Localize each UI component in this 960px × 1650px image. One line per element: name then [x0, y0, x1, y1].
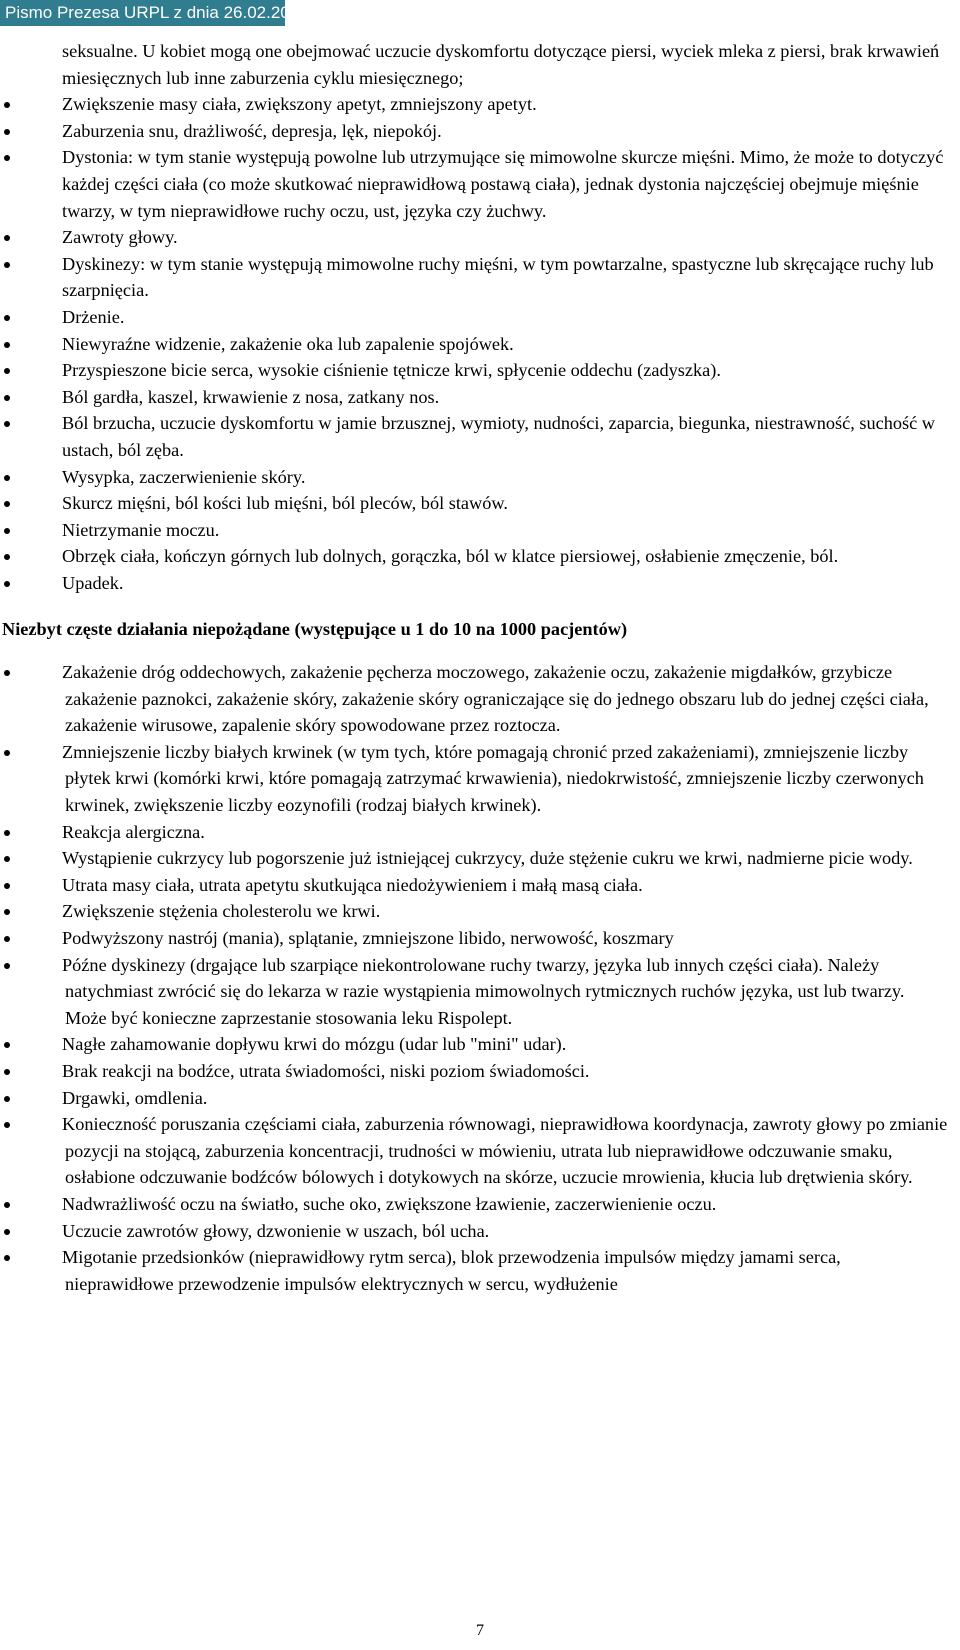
list-item-text: Wysypka, zaczerwienienie skóry.: [62, 466, 306, 487]
list-item: [0, 224, 960, 251]
list-item-text: Dyskinezy: w tym stanie występują mimowolne ruchy mięśni, w tym powtarzalne, spastyczne lub skręcające ruchy lub szarpnięcia.: [62, 253, 934, 301]
list-item-text: Nadwrażliwość oczu na światło, suche oko, zwiększone łzawienie, zaczerwienienie oczu.: [62, 1193, 717, 1214]
list-item: [0, 659, 960, 739]
list-item: [0, 819, 960, 846]
list-item-text: Zwiększenie masy ciała, zwiększony apetyt, zmniejszony apetyt.: [62, 94, 537, 115]
list-item: [0, 952, 960, 1032]
list-item: [0, 872, 960, 899]
list-item: [0, 304, 960, 331]
list-item: [0, 118, 960, 145]
list-item-text: Brak reakcji na bodźce, utrata świadomości, niski poziom świadomości.: [62, 1060, 590, 1081]
continuation-paragraph: seksualne. U kobiet mogą one obejmować uczucie dyskomfortu dotyczące piersi, wyciek mleka z piersi, brak krwawień miesięcznych lub inne zaburzenia cyklu miesięcznego;: [62, 41, 940, 88]
list-item-text: Zmniejszenie liczby białych krwinek (w tym tych, które pomagają chronić przed zakażeniami), zmniejszenie liczby płytek krwi (komórki krwi, które pomagają zatrzymać krwawienia), niedokrwistość, zmniejszenie liczby czerwonych krwinek, zwiększenie liczby eozynofili (rodzaj białych krwinek).: [62, 741, 924, 816]
list-item-text: Obrzęk ciała, kończyn górnych lub dolnych, gorączka, ból w klatce piersiowej, osłabienie zmęczenie, ból.: [62, 546, 839, 567]
list-item-text: Uczucie zawrotów głowy, dzwonienie w uszach, ból ucha.: [62, 1220, 490, 1241]
list-item: [0, 490, 960, 517]
list-item-text: Drgawki, omdlenia.: [62, 1087, 208, 1108]
list-item-text: Ból brzucha, uczucie dyskomfortu w jamie brzusznej, wymioty, nudności, zaparcia, biegunka, niestrawność, suchość w ustach, ból zęba.: [62, 413, 936, 460]
list-item-text: Zaburzenia snu, drażliwość, depresja, lęk, niepokój.: [62, 120, 442, 141]
list-item: [0, 845, 960, 872]
list-item: [0, 925, 960, 952]
list-item-text: Ból gardła, kaszel, krwawienie z nosa, zatkany nos.: [62, 386, 440, 407]
list-item-text: Migotanie przedsionków (nieprawidłowy rytm serca), blok przewodzenia impulsów między jamami serca, nieprawidłowe przewodzenie impulsów elektrycznych w sercu, wydłużenie: [62, 1247, 841, 1294]
list-item-text: Podwyższony nastrój (mania), splątanie, zmniejszone libido, nerwowość, koszmary: [62, 928, 674, 948]
list-item: [0, 543, 960, 570]
list-item: [0, 1031, 960, 1058]
list-item: [0, 739, 960, 819]
document-header: Pismo Prezesa URPL z dnia 26.02.2014: [0, 0, 285, 26]
list-item-text: Konieczność poruszania częściami ciała, zaburzenia równowagi, nieprawidłowa koordynacja, zawroty głowy po zmianie pozycji na stojącą, zaburzenia koncentracji, trudności w mówieniu, utrata lub nieprawidłowe odczuwanie smaku, osłabione odczuwanie bodźców bólowych i dotykowych na skórze, uczucie mrowienia, kłucia lub drętwienia skóry.: [62, 1114, 948, 1188]
list-item-text: Drżenie.: [62, 306, 125, 327]
list-item: [0, 1058, 960, 1085]
list-item: [0, 384, 960, 411]
list-item-text: Niewyraźne widzenie, zakażenie oka lub zapalenie spojówek.: [62, 333, 514, 354]
document-body: [0, 38, 960, 1297]
list-item: [0, 144, 960, 224]
uncommon-side-effects-list: [0, 659, 960, 1297]
list-item: [0, 1111, 960, 1191]
list-item-text: Wystąpienie cukrzycy lub pogorszenie już istniejącej cukrzycy, duże stężenie cukru we krwi, nadmierne picie wody.: [62, 848, 913, 869]
list-item-text: Nagłe zahamowanie dopływu krwi do mózgu (udar lub "mini" udar).: [62, 1034, 567, 1055]
section-heading: Niezbyt częste działania niepożądane (występujące u 1 do 10 na 1000 pacjentów): [2, 619, 628, 640]
list-item: [0, 517, 960, 544]
list-item: [0, 331, 960, 358]
list-item: [0, 1085, 960, 1112]
list-item-text: Utrata masy ciała, utrata apetytu skutkująca niedożywieniem i małą masą ciała.: [62, 874, 643, 895]
list-item: [0, 410, 960, 463]
list-item-text: Reakcja alergiczna.: [62, 821, 205, 842]
list-item-text: Dystonia: w tym stanie występują powolne lub utrzymujące się mimowolne skurcze mięśni. Mimo, że może to dotyczyć każdej części ciała (co może skutkować nieprawidłową postawą ciała), jednak dystonia najczęściej obejmuje mięśnie twarzy, w tym nieprawidłowe ruchy oczu, ust, języka czy żuchwy.: [62, 147, 944, 221]
list-item: [0, 1218, 960, 1245]
list-item: [0, 570, 960, 597]
list-item-text: Późne dyskinezy (drgające lub szarpiące niekontrolowane ruchy twarzy, języka lub innych części ciała). Należy natychmiast zwrócić się do lekarza w razie wystąpienia mimowolnych rytmicznych ruchów języka, ust lub twarzy. Może być konieczne zaprzestanie stosowania leku Rispolept.: [62, 954, 905, 1028]
common-side-effects-list: [0, 91, 960, 596]
list-item-text: Nietrzymanie moczu.: [62, 519, 220, 540]
list-item: [0, 898, 960, 925]
list-item: [0, 91, 960, 118]
list-item-text: Zakażenie dróg oddechowych, zakażenie pęcherza moczowego, zakażenie oczu, zakażenie migdałków, grzybicze zakażenie paznokci, zakażenie skóry, zakażenie skóry ograniczające się do jednego obszaru lub do jednej części ciała, zakażenie wirusowe, zapalenie skóry spowodowane przez roztocza.: [62, 662, 929, 736]
list-item: [0, 251, 960, 304]
list-item: [0, 1244, 960, 1297]
page-number: 7: [476, 1622, 484, 1639]
list-item-text: Przyspieszone bicie serca, wysokie ciśnienie tętnicze krwi, spłycenie oddechu (zadyszka).: [62, 360, 721, 381]
list-item: [0, 464, 960, 491]
list-item-text: Upadek.: [62, 572, 124, 593]
list-item-text: Zawroty głowy.: [62, 227, 178, 248]
list-item-text: Skurcz mięśni, ból kości lub mięśni, ból pleców, ból stawów.: [62, 493, 508, 514]
list-item: [0, 1191, 960, 1218]
list-item: [0, 357, 960, 384]
list-item-text: Zwiększenie stężenia cholesterolu we krwi.: [62, 901, 381, 922]
